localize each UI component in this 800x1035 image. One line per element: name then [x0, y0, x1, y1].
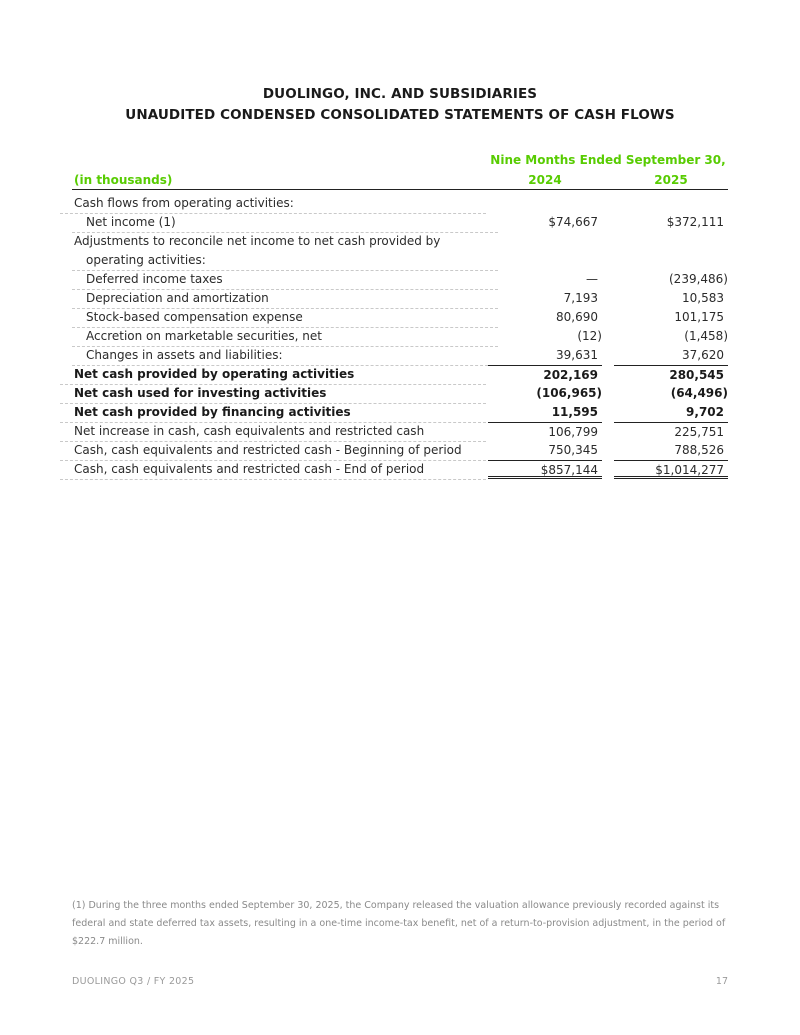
value-2025: $1,014,277 [614, 460, 728, 479]
value-2024: 39,631 [556, 348, 598, 362]
value-2024: 202,169 [488, 365, 602, 384]
table-row [0, 403, 800, 422]
value-2024 [488, 232, 602, 251]
value-2024: $857,144 [488, 460, 602, 479]
value-2024: $74,667 [548, 215, 598, 229]
row-label: Accretion on marketable securities, net [86, 327, 498, 346]
table-row [0, 346, 800, 365]
row-label: Cash, cash equivalents and restricted cash - End of period [74, 460, 486, 479]
row-label: Changes in assets and liabilities: [86, 346, 498, 365]
year-header-2024: 2024 [528, 173, 562, 187]
value-2025: 37,620 [682, 348, 724, 362]
row-label: Net increase in cash, cash equivalents and restricted cash [74, 422, 486, 441]
table-row [0, 308, 800, 327]
value-2024: — [586, 272, 598, 286]
table-row [0, 213, 800, 232]
value-2025: (1,458) [684, 329, 728, 343]
table-row [0, 422, 800, 441]
table-row [0, 232, 800, 251]
value-2025 [614, 194, 728, 213]
value-2025: 101,175 [674, 310, 724, 324]
value-2024: 11,595 [551, 405, 598, 419]
row-label: Adjustments to reconcile net income to net cash provided by [74, 234, 441, 248]
row-label: Depreciation and amortization [86, 289, 498, 308]
table-row [0, 194, 800, 213]
value-2025: 10,583 [682, 291, 724, 305]
row-label: Net income (1) [86, 213, 498, 232]
table-row [0, 251, 800, 270]
period-header: Nine Months Ended September 30, [490, 153, 726, 167]
row-label: Deferred income taxes [86, 270, 498, 289]
value-2025: 225,751 [614, 422, 728, 441]
value-2025: $372,111 [666, 215, 724, 229]
row-label: Net cash used for investing activities [74, 384, 486, 403]
value-2025: 788,526 [674, 443, 724, 457]
value-2024 [488, 194, 602, 213]
value-2024: 750,345 [548, 443, 598, 457]
value-2024: 7,193 [563, 291, 598, 305]
value-2024: 106,799 [488, 422, 602, 441]
value-2025: (64,496) [670, 386, 728, 400]
table-row [0, 441, 800, 460]
page-number: 17 [715, 976, 728, 987]
table-row [0, 384, 800, 403]
table-row [0, 289, 800, 308]
year-header-2025: 2025 [654, 173, 688, 187]
table-row [0, 327, 800, 346]
value-2024: 80,690 [556, 310, 598, 324]
row-label: Cash flows from operating activities: [74, 194, 486, 213]
row-label: Net cash provided by financing activities [74, 403, 486, 422]
table-row [0, 460, 800, 479]
row-label: operating activities: [86, 251, 498, 270]
value-2025: (239,486) [669, 272, 728, 286]
table-row [0, 365, 800, 384]
table-row [0, 270, 800, 289]
value-2024: (106,965) [536, 386, 602, 400]
value-2025: 280,545 [614, 365, 728, 384]
units-label: (in thousands) [74, 173, 173, 187]
row-label: Stock-based compensation expense [86, 308, 498, 327]
value-2025: 9,702 [686, 405, 724, 419]
footnote: (1) During the three months ended September 30, 2025, the Company released the valuation allowance previously recorded against its federal and state deferred tax assets, resulting in a one-time income-tax benefit, net of a return-to-provision adjustment, in the period of $222.7 million. [72, 900, 726, 947]
company-title: DUOLINGO, INC. AND SUBSIDIARIES [262, 86, 538, 102]
value-2025 [614, 251, 728, 270]
statement-title: UNAUDITED CONDENSED CONSOLIDATED STATEMENTS OF CASH FLOWS [125, 107, 675, 123]
value-2024 [488, 251, 602, 270]
row-label: Net cash provided by operating activities [74, 365, 486, 384]
value-2025 [614, 232, 728, 251]
footer-doc-label: DUOLINGO Q3 / FY 2025 [72, 976, 195, 987]
value-2024: (12) [577, 329, 602, 343]
row-label: Cash, cash equivalents and restricted cash - Beginning of period [74, 441, 486, 460]
